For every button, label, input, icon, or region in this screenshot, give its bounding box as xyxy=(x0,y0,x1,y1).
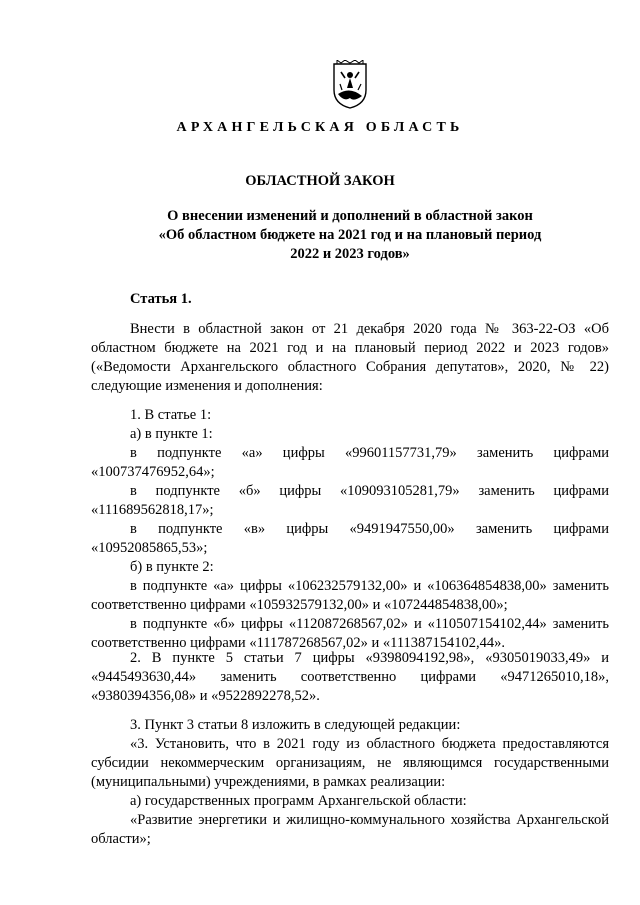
document-title xyxy=(120,207,580,264)
coat-of-arms-icon xyxy=(328,60,372,110)
item-line: в подпункте «в» цифры «9491947550,00» заменить цифрами «10952085865,53»; xyxy=(91,521,609,556)
title-line: 2022 и 2023 годов» xyxy=(290,246,410,262)
paragraph-text: Внести в областной закон от 21 декабря 2020 года № 363-22-ОЗ «Об областном бюджете на 2021 год и на плановый период 2022 и 2023 годов» («Ведомости Архангельского областного Собрания депутатов», 2020, № 22) следующие изменения и дополнения: xyxy=(91,321,609,394)
intro-paragraph xyxy=(91,320,609,396)
item-line: б) в пункте 2: xyxy=(130,559,214,575)
document-type: ОБЛАСТНОЙ ЗАКОН xyxy=(245,173,395,189)
item-line: «Развитие энергетики и жилищно-коммунального хозяйства Архангельской области»; xyxy=(91,812,609,847)
section-3 xyxy=(91,716,609,849)
section-1 xyxy=(91,406,609,653)
region-name: АРХАНГЕЛЬСКАЯ ОБЛАСТЬ xyxy=(176,120,464,135)
item-line: а) государственных программ Архангельской области: xyxy=(130,793,467,809)
item-line: а) в пункте 1: xyxy=(130,426,213,442)
article-heading: Статья 1. xyxy=(130,291,192,307)
paragraph-text: 2. В пункте 5 статьи 7 цифры «9398094192,98», «9305019033,49» и «9445493630,44» заменить соответственно цифрами «9471265010,18», «9380394356,08» и «9522892278,52». xyxy=(91,650,609,704)
section-2 xyxy=(91,649,609,706)
title-line: О внесении изменений и дополнений в областной закон xyxy=(167,208,533,224)
item-line: 3. Пункт 3 статьи 8 изложить в следующей редакции: xyxy=(130,717,461,733)
item-line: 1. В статье 1: xyxy=(130,407,212,423)
item-line: в подпункте «а» цифры «106232579132,00» и «106364854838,00» заменить соответственно цифрами «105932579132,00» и «107244854838,00»; xyxy=(91,578,609,613)
item-line: в подпункте «а» цифры «99601157731,79» заменить цифрами «100737476952,64»; xyxy=(91,445,609,480)
title-line: «Об областном бюджете на 2021 год и на плановый период xyxy=(158,227,542,243)
item-line: в подпункте «б» цифры «112087268567,02» и «110507154102,44» заменить соответственно цифрами «111787268567,02» и «111387154102,44». xyxy=(91,616,609,651)
item-line: в подпункте «б» цифры «109093105281,79» заменить цифрами «111689562818,17»; xyxy=(91,483,609,518)
item-line: «3. Установить, что в 2021 году из областного бюджета предоставляются субсидии некоммерческим организациям, не являющимся государственными (муниципальными) учреждениями, в рамках реализации: xyxy=(91,736,609,790)
